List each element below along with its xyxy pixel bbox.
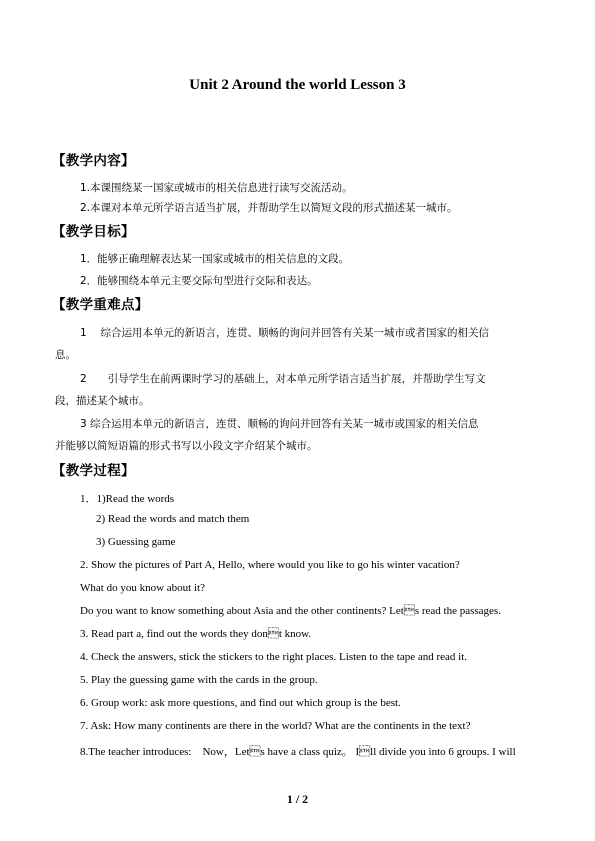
text-line: 3. Read part a, find out the words they dont know. xyxy=(80,628,312,640)
text-line: 段，描述某个城市。 xyxy=(55,395,150,407)
text-line: 3 综合运用本单元的新语言，连贯、顺畅的询问并回答有关某一城市或国家的相关信息 xyxy=(80,418,479,430)
page-title: Unit 2 Around the world Lesson 3 xyxy=(189,77,406,93)
text-line: 2 引导学生在前两课时学习的基础上，对本单元所学语言适当扩展，并帮助学生写文 xyxy=(80,373,486,385)
section-heading-key-points: 【教学重难点】 xyxy=(52,297,149,313)
text-line: 4. Check the answers, stick the stickers to the right places. Listen to the tape and read it. xyxy=(80,651,468,663)
text-line: 8.The teacher introduces: Now，Lets have a class quiz。 Ill divide you into 6 groups. I will xyxy=(80,746,516,758)
text-line: 并能够以简短语篇的形式书写以小段文字介绍某个城市。 xyxy=(55,440,318,452)
text-line: 1.本课围绕某一国家或城市的相关信息进行读写交流活动。 xyxy=(80,182,353,194)
text-line: 5. Play the guessing game with the cards in the group. xyxy=(80,674,318,686)
text-line: 2.本课对本单元所学语言适当扩展，并帮助学生以简短文段的形式描述某一城市。 xyxy=(80,202,458,214)
section-heading-content: 【教学内容】 xyxy=(52,153,135,169)
text-line: Do you want to know something about Asia and the other continents? Lets read the passages. xyxy=(80,605,501,617)
text-line: 1．能够正确理解表达某一国家或城市的相关信息的文段。 xyxy=(80,253,350,265)
text-line: 2) Read the words and match them xyxy=(96,513,250,525)
section-heading-process: 【教学过程】 xyxy=(52,463,135,479)
text-line: 1 综合运用本单元的新语言，连贯、顺畅的询问并回答有关某一城市或者国家的相关信 xyxy=(80,327,490,339)
text-line: 2. Show the pictures of Part A, Hello, where would you like to go his winter vacation? xyxy=(80,559,460,571)
text-line: What do you know about it? xyxy=(80,582,205,594)
page-number: 1 / 2 xyxy=(286,792,309,806)
text-line: 2．能够围绕本单元主要交际句型进行交际和表达。 xyxy=(80,275,318,287)
text-line: 7. Ask: How many continents are there in the world? What are the continents in the text? xyxy=(80,720,471,732)
text-line: 6. Group work: ask more questions, and find out which group is the best. xyxy=(80,697,401,709)
text-line: 3) Guessing game xyxy=(96,536,176,548)
section-heading-objectives: 【教学目标】 xyxy=(52,224,135,240)
text-line: 息。 xyxy=(55,349,76,361)
text-line: 1．1)Read the words xyxy=(80,493,175,505)
